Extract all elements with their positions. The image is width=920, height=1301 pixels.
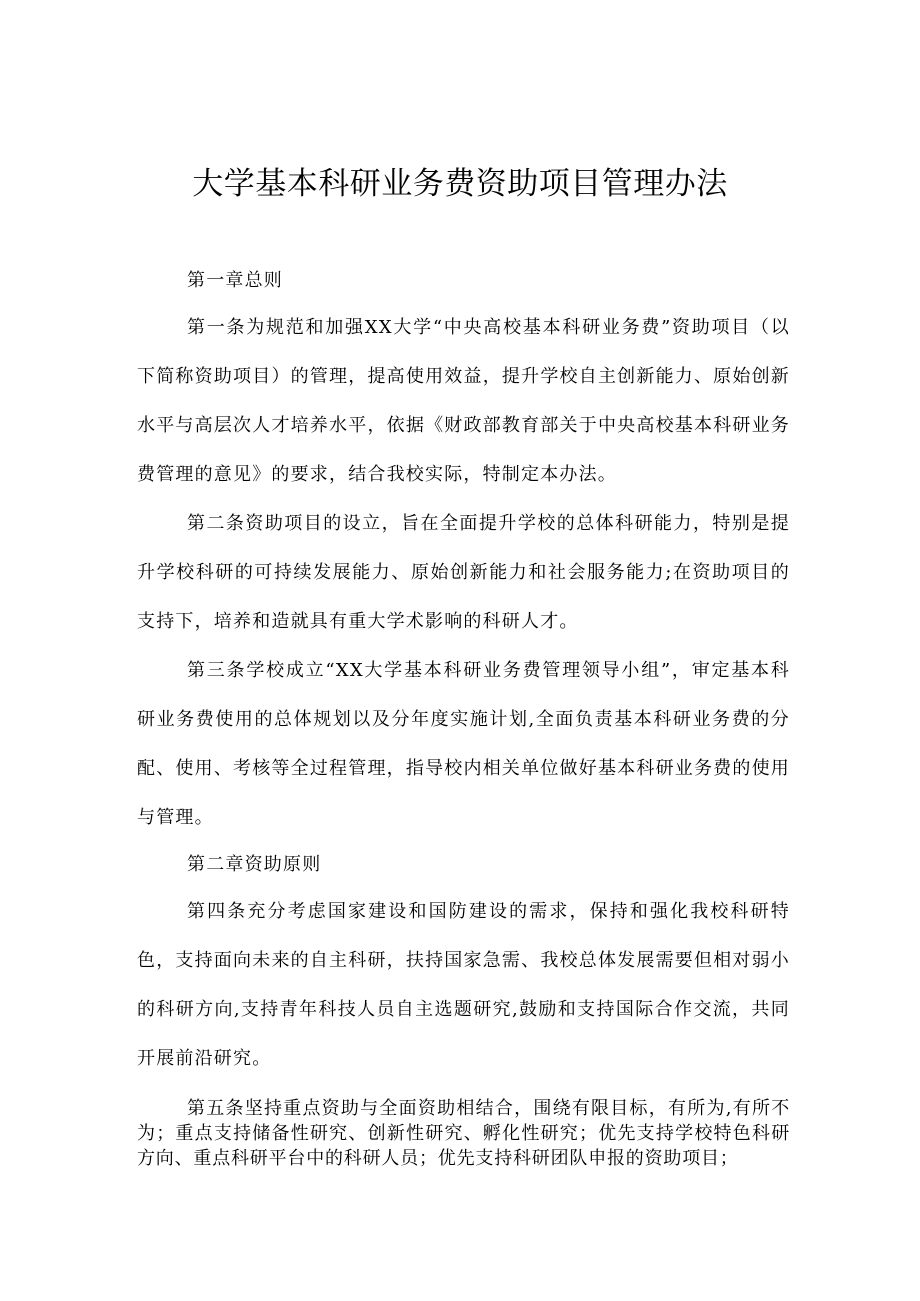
article-4-paragraph: 第四条充分考虑国家建设和国防建设的需求，保持和强化我校科研特色，支持面向未来的自主科研，扶持国家急需、我校总体发展需要但相对弱小的科研方向,支持青年科技人员自主选题研究,鼓励和支持国际合作交流，共同开展前沿研究。: [137, 901, 790, 1069]
chapter-1-heading: 第一章总则: [187, 270, 283, 291]
article-3-paragraph: 第三条学校成立“XX大学基本科研业务费管理领导小组”，审定基本科研业务费使用的总体规划以及分年度实施计划,全面负责基本科研业务费的分配、使用、考核等全过程管理，指导校内相关单位做好基本科研业务费的使用与管理。: [137, 660, 790, 828]
document-title: 大学基本科研业务费资助项目管理办法: [192, 166, 728, 202]
article-2-paragraph: 第二条资助项目的设立，旨在全面提升学校的总体科研能力，特别是提升学校科研的可持续发展能力、原始创新能力和社会服务能力;在资助项目的支持下，培养和造就具有重大学术影响的科研人才。: [137, 513, 790, 632]
article-5-paragraph: 第五条坚持重点资助与全面资助相结合，围绕有限目标，有所为,有所不为；重点支持储备性研究、创新性研究、孵化性研究；优先支持学校特色科研方向、重点科研平台中的科研人员；优先支持科研团队申报的资助项目；: [137, 1098, 790, 1169]
chapter-2-heading: 第二章资助原则: [187, 854, 322, 875]
article-1-paragraph: 第一条为规范和加强XX大学“中央高校基本科研业务费”资助项目（以下简称资助项目）的管理，提高使用效益，提升学校自主创新能力、原始创新水平与高层次人才培养水平，依据《财政部教育部关于中央高校基本科研业务费管理的意见》的要求，结合我校实际，特制定本办法。: [137, 317, 790, 485]
